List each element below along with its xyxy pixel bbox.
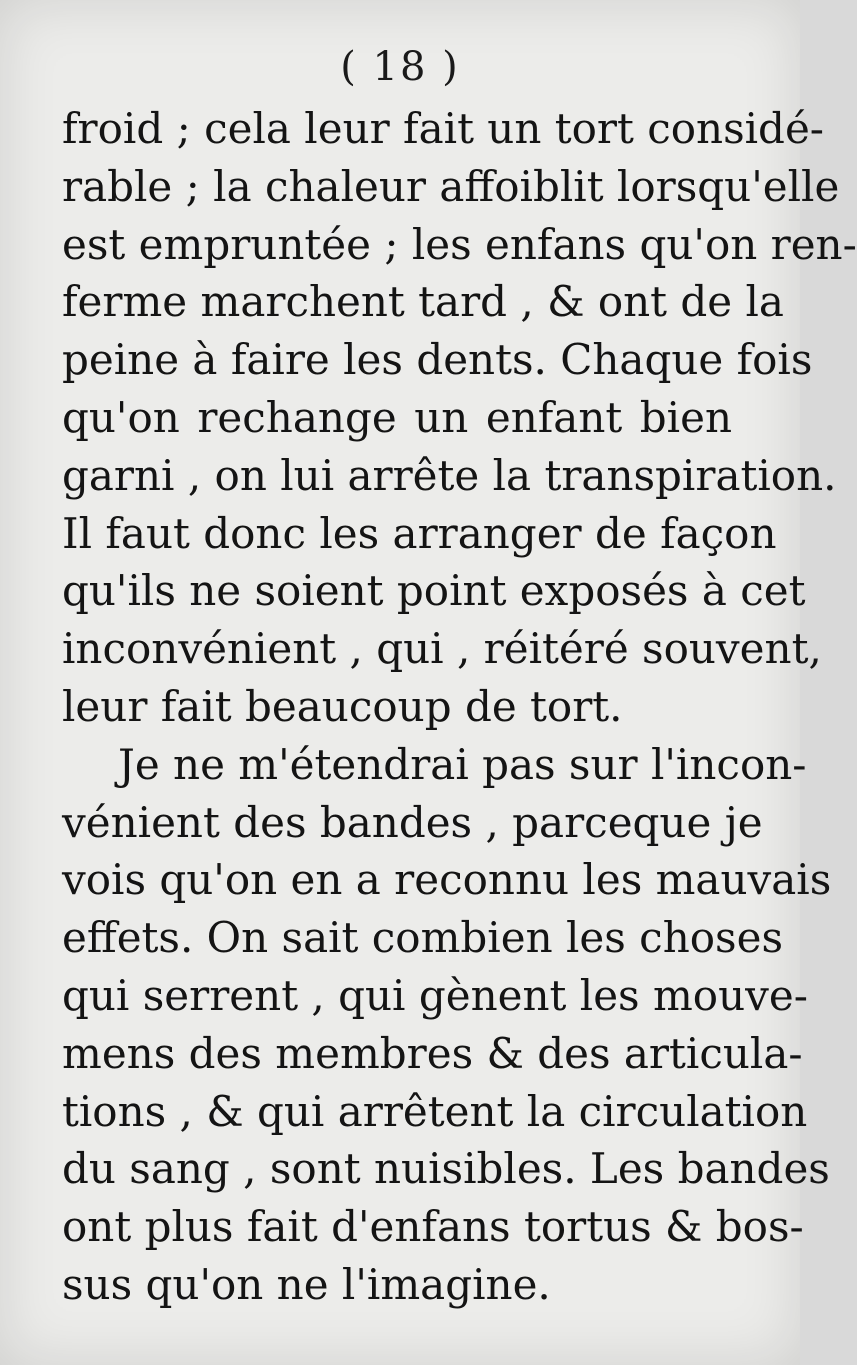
text-line: garni , on lui arrête la transpiration.	[62, 450, 837, 500]
text-line: ont plus fait d'enfans tortus & bos-	[62, 1202, 804, 1252]
text-line: du sang , sont nuisibles. Les bandes	[62, 1144, 830, 1194]
text-line: froid ; cela leur fait un tort considé-	[62, 104, 824, 153]
text-line: effets. On sait combien les choses	[62, 913, 783, 963]
text-line: qui serrent , qui gènent les mouve-	[62, 970, 808, 1020]
text-line: Je ne m'étendrai pas sur l'incon-	[118, 739, 807, 789]
text-line: Il faut donc les arranger de façon	[62, 508, 777, 558]
text-line: qu'ils ne soient point exposés à cet	[62, 566, 806, 616]
paragraph-1	[62, 100, 857, 736]
text-line: sus qu'on ne l'imagine.	[62, 1259, 551, 1309]
text-line: tions , & qui arrêtent la circulation	[62, 1086, 808, 1136]
page-number: ( 18 )	[340, 44, 460, 90]
text-line: qu'on rechange un enfant bien	[62, 392, 732, 442]
text-line: mens des membres & des articula-	[62, 1028, 803, 1078]
text-line: leur fait beaucoup de tort.	[62, 681, 623, 731]
text-line: ferme marchent tard , & ont de la	[62, 277, 784, 327]
text-line: vois qu'on en a reconnu les mauvais	[62, 855, 832, 905]
body-text	[62, 100, 857, 1314]
text-line: est empruntée ; les enfans qu'on ren-	[62, 219, 857, 269]
text-line: vénient des bandes , parceque je	[62, 797, 763, 847]
paragraph-2	[62, 736, 832, 1314]
text-line: peine à faire les dents. Chaque fois	[62, 335, 813, 385]
text-line: inconvénient , qui , réitéré souvent,	[62, 624, 822, 674]
text-line: rable ; la chaleur affoiblit lorsqu'elle	[62, 161, 840, 211]
